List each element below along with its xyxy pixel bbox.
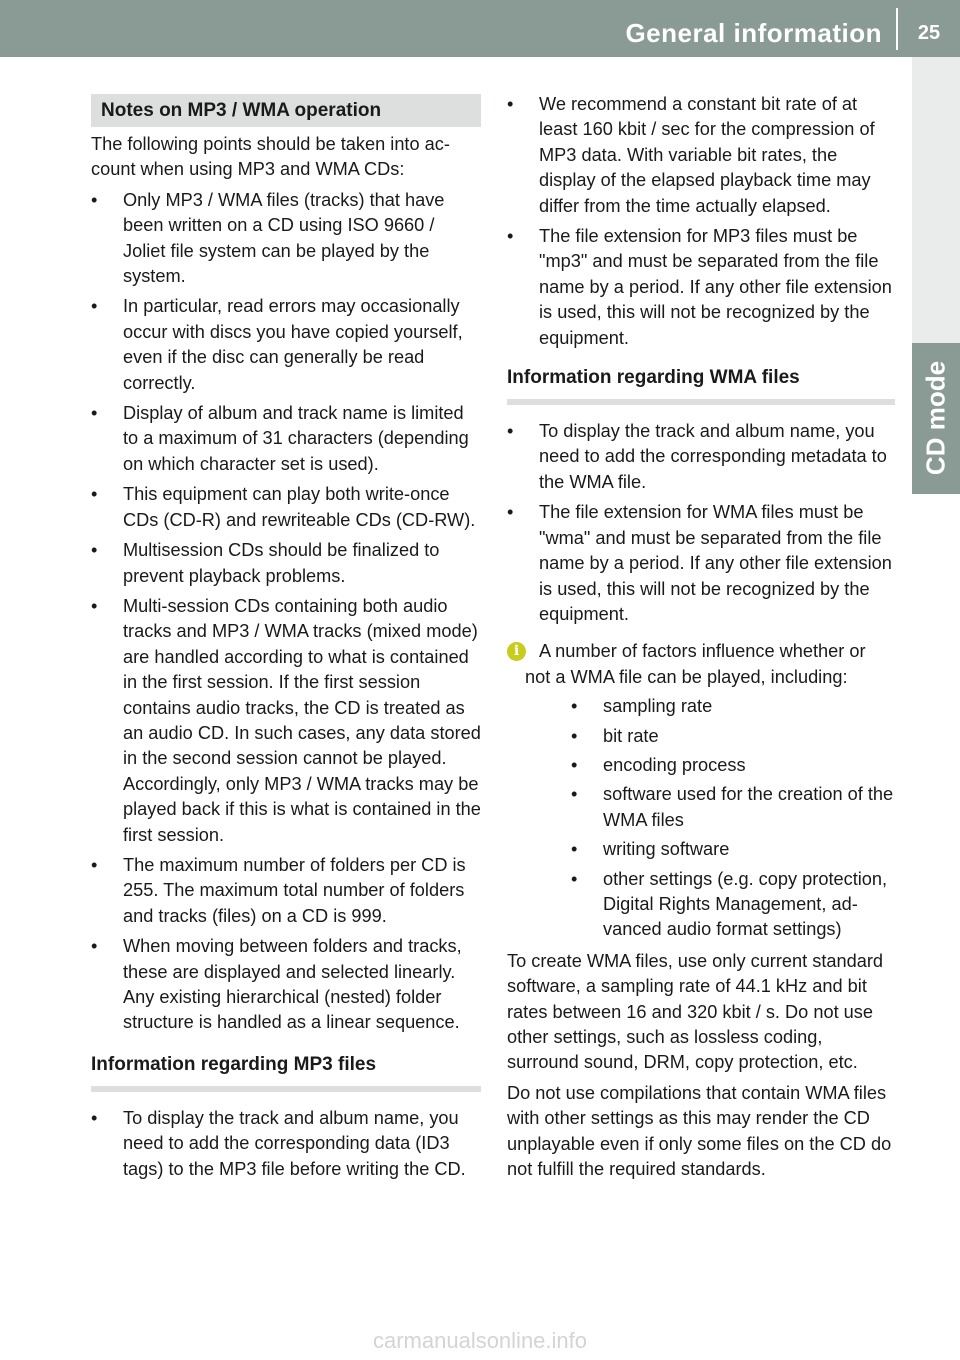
side-tab-cd-mode [912,343,960,494]
list-item: • Display of album and track name is limited to a maximum of 31 characters (depending on which character set is used). [91,401,481,477]
notes-list [91,188,481,1036]
list-item: • The file extension for WMA files must be "wma" and must be separated from the file name by a period. If any other file extension is used, this will not be recognized by the equipment. [507,500,895,627]
info-icon: i [507,642,526,661]
list-item: • software used for the creation of the WMA files [539,782,895,833]
list-item: • In particular, read errors may occasionally occur with discs you have copied yourself, even if the disc can generally be read correctly. [91,294,481,396]
mp3-list [91,1106,481,1182]
mp3-heading: Information regarding MP3 files [91,1052,481,1092]
left-column [91,0,481,1182]
info-note [507,639,895,942]
list-item: • The maximum number of folders per CD is 255. The maximum total number of folders and tracks (files) on a CD is 999. [91,853,481,929]
wma-heading: Information regarding WMA files [507,365,895,405]
list-item: • other settings (e.g. copy protection, Digital Rights Management, advanced audio format settings) [539,867,895,943]
list-item: • Multisession CDs should be finalized to prevent playback problems. [91,538,481,589]
factor-list [539,694,895,943]
watermark: carmanualsonline.info [372,1328,588,1353]
mp3-list-continued [507,92,895,351]
side-tab-track [912,57,960,343]
page-number: 25 [917,22,941,44]
list-item: • sampling rate [539,694,895,719]
list-item: • To display the track and album name, you need to add the corresponding data (ID3 tags) to the MP3 file before writing the CD. [91,1106,481,1182]
notes-intro: The following points should be taken into account when using MP3 and WMA CDs: [91,134,450,180]
right-column [507,92,895,1182]
wma-list [507,419,895,627]
side-tab-label: CD mode [920,360,951,476]
list-item: • When moving between folders and tracks, these are displayed and selected linearly. Any existing hierarchical (nested) folder structure is handled as a linear sequence. [91,934,481,1036]
wma-creation-paragraph: To create WMA files, use only current standard software, a sampling rate of 44.1 kHz and bit rates between 16 and 320 kbit / s. Do not use other settings, such as lossless coding, surround sound, DRM, copy protection, etc. [507,950,884,1073]
notes-heading: Notes on MP3 / WMA operation [91,94,481,127]
list-item: • writing software [539,837,895,862]
compilation-paragraph: Do not use compilations that contain WMA files with other settings as this may render the CD unplayable even if only some files on the CD do not fulfill the required standards. [507,1082,892,1180]
list-item: • To display the track and album name, you need to add the corresponding metadata to the WMA file. [507,419,895,495]
list-item: • This equipment can play both write-once CDs (CD-R) and rewriteable CDs (CD-RW). [91,482,481,533]
list-item: • Multi-session CDs containing both audio tracks and MP3 / WMA tracks (mixed mode) are handled according to what is contained in the first session. If the first session contains audio tracks, the CD is treated as an audio CD. In such cases, any data stored in the second session cannot be played. Accordingly, only MP3 / WMA tracks may be played back if this is what is contained in the first session. [91,594,481,848]
list-item: • We recommend a constant bit rate of at least 160 kbit / sec for the compression of MP3 data. With variable bit rates, the display of the elapsed playback time may differ from the time actually elapsed. [507,92,895,219]
list-item: • bit rate [539,724,895,749]
info-text: A number of factors influence whether or not a WMA file can be played, including: [525,641,866,687]
list-item: • encoding process [539,753,895,778]
list-item: • Only MP3 / WMA files (tracks) that have been written on a CD using ISO 9660 / Joliet file system can be played by the system. [91,188,481,290]
list-item: • The file extension for MP3 files must be "mp3" and must be separated from the file name by a period. If any other file extension is used, this will not be recognized by the equipment. [507,224,895,351]
page-header-title: General information [625,18,882,48]
